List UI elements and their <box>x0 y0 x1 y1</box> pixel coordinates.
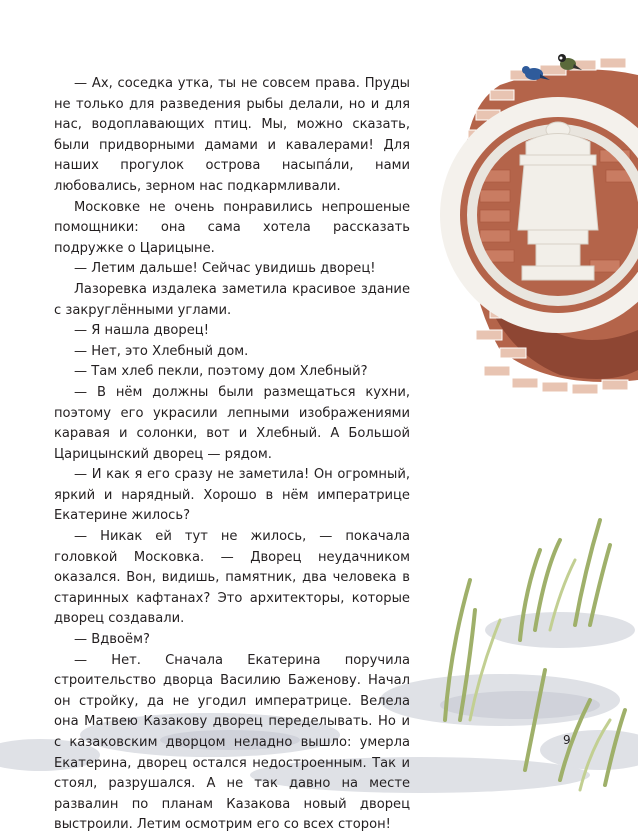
brick-window-illustration <box>440 30 638 440</box>
paragraph: — Я нашла дворец! <box>74 323 209 339</box>
paragraph: — Вдвоём? <box>74 632 150 648</box>
page-number: 9 <box>563 733 571 747</box>
paragraph: — И как я его сразу не заметила! Он огромный, яркий и нарядный. Хорошо в нём императрице Екатерине жилось? <box>54 467 410 524</box>
paragraph: — Ах, соседка утка, ты не совсем права. Пруды не только для разведения рыбы делали, но и для нас, водоплавающих птиц. Мы, можно сказать, были придворными дамами и кавалерами! Для наших прогулок острова насыпа́ли, нами любовались, зерном нас подкармливали. <box>54 76 410 194</box>
paragraph: — Нет. Сначала Екатерина поручила строительство дворца Василию Баженову. Начал он стройку, да не угодил императрице. Велела она Матвею Казакову дворец переделывать. Но и с казаковским дворцом неладно вышло: умерла Екатерина, дворец остался недостроенным. Так и стоял, разрушался. А не так давно на месте развалин по планам Казакова новый дворец выстроили. Летим осмотрим его со всех сторон! <box>54 652 410 833</box>
paragraph: — В нём должны были размещаться кухни, поэтому его украсили лепными изображениями каравая и солонки, вот и Хлебный. А Большой Царицынский дворец — рядом. <box>54 384 410 462</box>
paragraph: — Нет, это Хлебный дом. <box>74 343 249 359</box>
story-text <box>54 74 410 836</box>
paragraph: — Летим дальше! Сейчас увидишь дворец! <box>74 261 376 277</box>
paragraph: Московке не очень понравились непрошеные помощники: она сама хотела рассказать подружке о Царицыне. <box>54 199 410 256</box>
paragraph: Лазоревка издалека заметила красивое здание с закруглёнными углами. <box>54 281 410 318</box>
paragraph: — Там хлеб пекли, поэтому дом Хлебный? <box>74 364 368 380</box>
paragraph: — Никак ей тут не жилось, — покачала головкой Московка. — Дворец неудачником оказался. Вон, видишь, памятник, два человека в старинных кафтанах? Это архитекторы, которые дворец создавали. <box>54 529 410 627</box>
